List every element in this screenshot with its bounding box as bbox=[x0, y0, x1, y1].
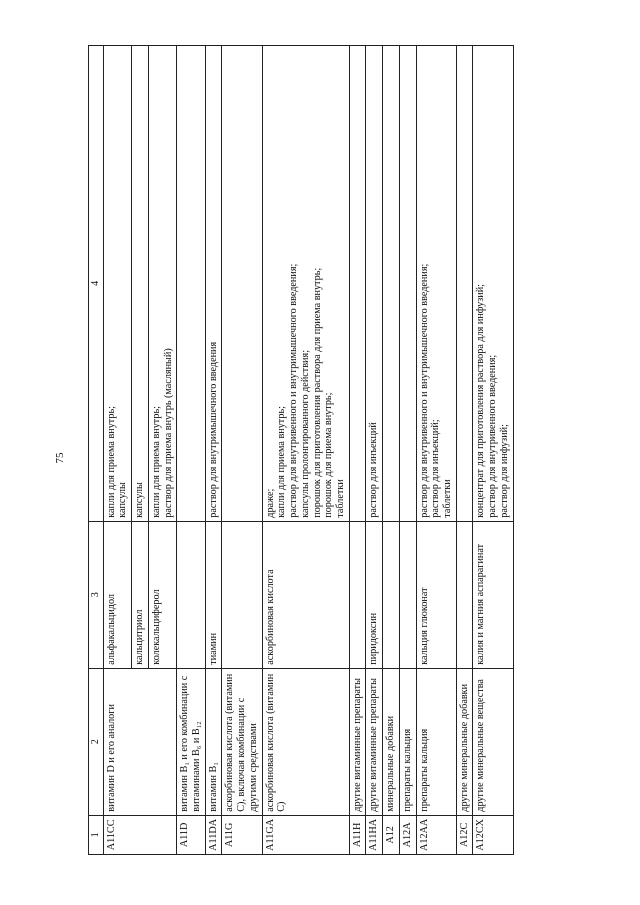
group-name: витамин B₁ и его комбинации с витаминами B₆ и B₁₂ bbox=[177, 668, 205, 815]
dosage-forms bbox=[349, 46, 366, 522]
atc-code: A12 bbox=[383, 815, 400, 854]
drug-name: кальция глюконат bbox=[416, 521, 456, 668]
atc-code: A12CX bbox=[473, 815, 513, 854]
drug-name: калия и магния аспарагинат bbox=[473, 521, 513, 668]
dosage-form: капли для приема внутрь; bbox=[276, 406, 288, 518]
drug-name: тиамин bbox=[205, 521, 222, 668]
drug-name bbox=[222, 521, 262, 668]
drug-name bbox=[399, 521, 416, 668]
dosage-form: капли для приема внутрь; bbox=[150, 406, 162, 518]
dosage-forms bbox=[456, 46, 473, 522]
dosage-forms bbox=[132, 46, 149, 522]
header-cell: 3 bbox=[89, 521, 104, 668]
drug-name bbox=[349, 521, 366, 668]
dosage-form: порошок для приема внутрь; bbox=[323, 392, 335, 518]
dosage-form: капсулы bbox=[117, 482, 129, 518]
document-page bbox=[88, 45, 588, 855]
dosage-form: раствор для инъекций bbox=[366, 46, 383, 522]
header-row bbox=[89, 46, 104, 855]
dosage-form: порошок для приготовления раствора для приема внутрь; bbox=[311, 267, 323, 518]
dosage-form: капсулы bbox=[134, 482, 146, 518]
drug-name bbox=[456, 521, 473, 668]
table-row bbox=[456, 46, 473, 855]
drug-name: аскорбиновая кислота bbox=[262, 521, 349, 668]
table-row bbox=[349, 46, 366, 855]
header-cell: 4 bbox=[89, 46, 104, 522]
table-row bbox=[262, 46, 349, 855]
drug-name bbox=[383, 521, 400, 668]
dosage-forms bbox=[416, 46, 456, 522]
table-row bbox=[205, 46, 222, 855]
table-row bbox=[366, 46, 383, 855]
dosage-forms bbox=[103, 46, 131, 522]
group-name: аскорбиновая кислота (витамин С) bbox=[262, 668, 349, 815]
dosage-forms bbox=[383, 46, 400, 522]
drug-name: кальцитриол bbox=[132, 521, 149, 668]
dosage-form: раствор для внутримышечного введения bbox=[205, 46, 222, 522]
atc-code: A11G bbox=[222, 815, 262, 854]
dosage-form: драже; bbox=[264, 488, 276, 518]
atc-code: A12AA bbox=[416, 815, 456, 854]
table-row bbox=[222, 46, 262, 855]
group-name: минеральные добавки bbox=[383, 668, 400, 815]
dosage-forms bbox=[399, 46, 416, 522]
atc-code: A11CC bbox=[103, 815, 177, 854]
group-name: другие минеральные добавки bbox=[456, 668, 473, 815]
dosage-form: таблетки bbox=[441, 479, 453, 518]
table-row bbox=[177, 46, 205, 855]
dosage-form: раствор для внутривенного и внутримышечного введения; bbox=[288, 263, 300, 518]
dosage-form: раствор для приема внутрь (масляный) bbox=[162, 348, 174, 518]
dosage-form: раствор для внутривенного введения; bbox=[487, 354, 499, 518]
atc-code: A12A bbox=[399, 815, 416, 854]
group-name: витамин B₁ bbox=[205, 668, 222, 815]
dosage-form: концентрат для приготовления раствора для инфузий; bbox=[475, 284, 487, 518]
table-row bbox=[473, 46, 513, 855]
atc-code: A11GA bbox=[262, 815, 349, 854]
drug-name: альфакальцидол bbox=[103, 521, 131, 668]
group-name: другие витаминные препараты bbox=[349, 668, 366, 815]
table-row bbox=[383, 46, 400, 855]
dosage-forms bbox=[473, 46, 513, 522]
page-number: 75 bbox=[54, 452, 66, 464]
dosage-forms bbox=[262, 46, 349, 522]
atc-code: A11D bbox=[177, 815, 205, 854]
drug-name bbox=[177, 521, 205, 668]
group-name: витамин D и его аналоги bbox=[103, 668, 177, 815]
dosage-form: раствор для инъекций; bbox=[430, 419, 442, 518]
dosage-forms bbox=[222, 46, 262, 522]
atc-code: A11H bbox=[349, 815, 366, 854]
group-name: препараты кальция bbox=[399, 668, 416, 815]
drug-name: колекальциферол bbox=[148, 521, 176, 668]
table-row bbox=[399, 46, 416, 855]
dosage-form: капли для приема внутрь; bbox=[105, 406, 117, 518]
group-name: аскорбиновая кислота (витамин С), включая комбинации с другими средствами bbox=[222, 668, 262, 815]
header-cell: 1 bbox=[89, 815, 104, 854]
dosage-forms bbox=[148, 46, 176, 522]
atc-code: A12C bbox=[456, 815, 473, 854]
table-row bbox=[103, 46, 131, 855]
dosage-form: капсулы пролонгированного действия; bbox=[299, 349, 311, 518]
drug-table bbox=[88, 45, 514, 855]
drug-name: пиридоксин bbox=[366, 521, 383, 668]
dosage-form: раствор для внутривенного и внутримышечного введения; bbox=[418, 263, 430, 518]
group-name: препараты кальция bbox=[416, 668, 456, 815]
dosage-form: таблетки bbox=[334, 479, 346, 518]
atc-code: A11DA bbox=[205, 815, 222, 854]
header-cell: 2 bbox=[89, 668, 104, 815]
group-name: другие минеральные вещества bbox=[473, 668, 513, 815]
atc-code: A11HA bbox=[366, 815, 383, 854]
table-row bbox=[416, 46, 456, 855]
group-name: другие витаминные препараты bbox=[366, 668, 383, 815]
dosage-form: раствор для инфузий; bbox=[498, 424, 510, 518]
dosage-forms bbox=[177, 46, 205, 522]
